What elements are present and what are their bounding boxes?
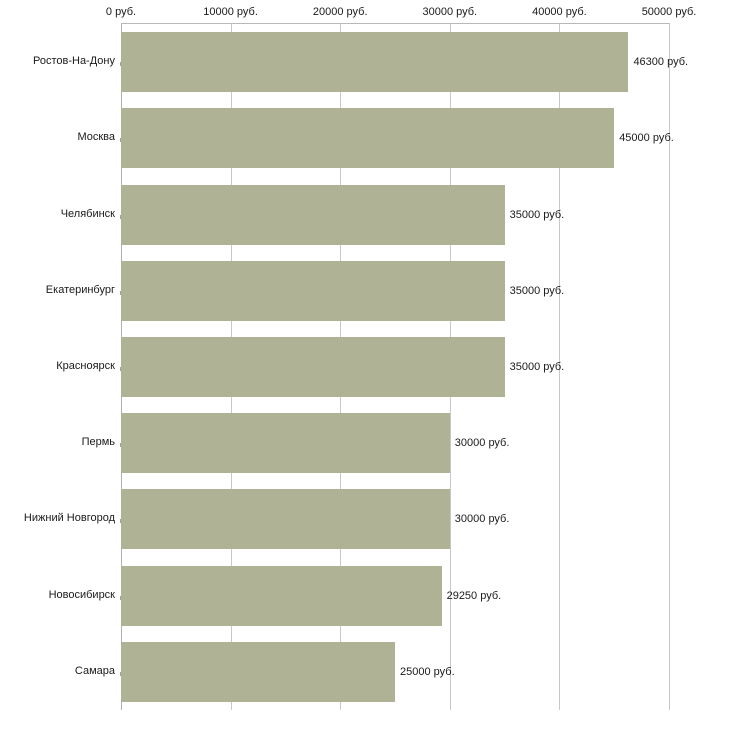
category-tick-mark (120, 367, 121, 371)
bar-value-label: 25000 руб. (400, 665, 455, 678)
category-label: Москва (77, 131, 115, 144)
category-tick-mark (120, 519, 121, 523)
bar-row[interactable] (121, 642, 669, 702)
bar-value-label: 30000 руб. (454, 513, 510, 526)
category-label: Нижний Новгород (23, 512, 115, 525)
bar[interactable] (121, 261, 505, 321)
bar[interactable] (121, 185, 505, 245)
bar[interactable] (121, 32, 628, 92)
bar-row[interactable] (121, 489, 669, 549)
bar[interactable] (121, 413, 450, 473)
bar-row[interactable] (121, 261, 669, 321)
bar-row[interactable] (121, 185, 669, 245)
x-tick-label: 20000 руб. (312, 6, 368, 18)
category-tick-mark (120, 215, 121, 219)
x-tick-label: 50000 руб. (641, 6, 697, 18)
bar-value-label: 46300 руб. (633, 56, 689, 69)
bar-row[interactable] (121, 32, 689, 92)
category-tick-mark (120, 443, 121, 447)
bar-value-label: 45000 руб. (619, 132, 674, 145)
bar-row[interactable] (121, 108, 674, 168)
bar-value-label: 35000 руб. (509, 284, 565, 297)
x-tick-label: 10000 руб. (203, 6, 258, 18)
plot-area (121, 24, 689, 710)
category-label: Екатеринбург (45, 283, 115, 296)
category-label: Красноярск (56, 360, 115, 372)
category-label: Новосибирск (48, 588, 115, 601)
bar-row[interactable] (121, 566, 669, 626)
category-label: Челябинск (60, 207, 115, 220)
bar[interactable] (121, 566, 442, 626)
bar[interactable] (121, 337, 505, 397)
bar-value-label: 30000 руб. (454, 437, 510, 450)
bar-row[interactable] (121, 413, 669, 473)
category-label: Пермь (81, 436, 115, 449)
bar-row[interactable] (121, 337, 669, 397)
category-tick-mark (120, 672, 121, 676)
x-tick-label: 40000 руб. (532, 6, 587, 18)
category-label: Ростов-На-Дону (32, 55, 115, 68)
bar-value-label: 29250 руб. (446, 589, 502, 602)
bar-value-label: 35000 руб. (509, 361, 565, 373)
category-label: Самара (74, 664, 115, 677)
category-tick-mark (120, 596, 121, 600)
bar[interactable] (121, 108, 614, 168)
x-tick-label: 30000 руб. (422, 6, 478, 18)
category-tick-mark (120, 62, 121, 66)
bar[interactable] (121, 642, 395, 702)
category-tick-mark (120, 291, 121, 295)
x-tick-label: 0 руб. (105, 6, 137, 18)
bar-value-label: 35000 руб. (509, 208, 565, 221)
gridline (669, 24, 670, 710)
bar[interactable] (121, 489, 450, 549)
category-tick-mark (120, 138, 121, 142)
